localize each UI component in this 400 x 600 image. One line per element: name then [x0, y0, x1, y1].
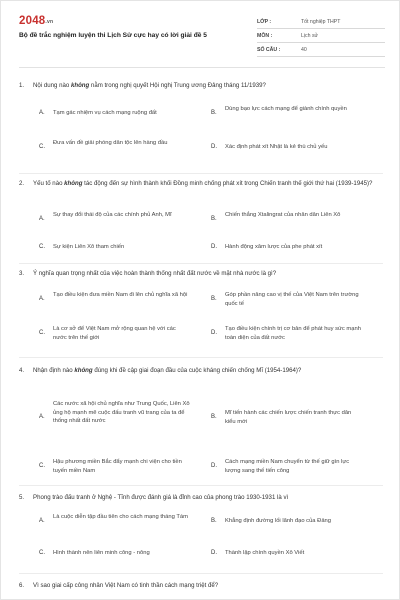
option-text: Hành động xâm lược của phe phát xít: [225, 244, 323, 250]
option-letter: A.: [39, 110, 45, 116]
question-6: [19, 581, 383, 590]
site-logo[interactable]: [19, 15, 53, 27]
question-text: [19, 366, 383, 375]
option-letter: C.: [39, 330, 45, 336]
question-text: [19, 581, 383, 590]
option-letter: A.: [39, 414, 45, 420]
meta-value: Tốt nghiệp THPT: [301, 19, 341, 25]
question-text-part: Vì sao giai cấp công nhân Việt Nam có tinh thần cách mạng triệt để?: [33, 582, 219, 589]
meta-value: 40: [301, 47, 307, 53]
question-number: 3.: [19, 270, 25, 277]
option-text: Cách mạng miền Nam chuyển từ thế giữ gìn lực lượng sang thế tiến công: [225, 459, 350, 474]
option-text: Đưa vấn đề giải phóng dân tộc lên hàng đầu: [53, 140, 168, 146]
option-text: Tạo điều kiện chính trị cơ bản để phát huy sức mạnh toàn diện của đất nước: [225, 326, 361, 341]
option-letter: C.: [39, 244, 45, 250]
meta-row-subject: [257, 29, 385, 43]
option-text: Hậu phương miền Bắc đẩy mạnh chi viện cho tiền tuyến miền Nam: [53, 459, 182, 474]
option-text: Sự thay đổi thái độ của các chính phủ Anh, Mĩ: [53, 212, 172, 218]
meta-value: Lịch sử: [301, 33, 319, 39]
option-text: Xác định phát xít Nhật là kẻ thù chủ yếu: [225, 144, 328, 150]
question-text-part: Phong trào đấu tranh ở Nghệ - Tĩnh được đánh giá là đỉnh cao của phong trào 1930-1931 là vì: [33, 494, 289, 501]
question-text-part: nằm trong nghị quyết Hội nghị Trung ương Đảng tháng 11/1939?: [89, 82, 266, 89]
option-text: Các nước xã hội chủ nghĩa như Trung Quốc, Liên Xô ủng hộ mạnh mẽ cuộc đấu tranh vũ trang của ta để thống nhất đất nước: [53, 401, 190, 425]
logo-text: 2048: [19, 15, 46, 27]
question-divider: [19, 357, 383, 358]
question-text: [19, 493, 383, 502]
option-letter: A.: [39, 296, 45, 302]
document-header: [19, 15, 385, 61]
option-letter: C.: [39, 463, 45, 469]
option-letter: D.: [211, 144, 217, 150]
option-text: Tạm gác nhiệm vụ cách mạng ruộng đất: [53, 110, 157, 116]
option-letter: D.: [211, 244, 217, 250]
option-text: Thành lập chính quyền Xô Viết: [225, 550, 305, 556]
question-emphasis: không: [64, 180, 83, 187]
question-emphasis: không: [74, 367, 93, 374]
option-letter: D.: [211, 330, 217, 336]
question-text: [19, 81, 383, 90]
option-letter: B.: [211, 518, 217, 524]
question-emphasis: không: [70, 82, 90, 89]
question-5: [19, 493, 383, 556]
meta-key: LỚP :: [257, 19, 272, 25]
option-text: Khẳng định đường lối lãnh đạo của Đảng: [225, 518, 331, 524]
option-text: Là cơ sở để Việt Nam mở rộng quan hệ với các nước trên thế giới: [53, 326, 176, 341]
option-text: Góp phần nâng cao vị thế của Việt Nam trên trường quốc tế: [225, 292, 359, 307]
question-4: [19, 366, 383, 474]
question-text-part: Yếu tố nào: [33, 180, 65, 187]
option-text: Mĩ tiến hành các chiến lược chiến tranh thực dân kiểu mới: [225, 410, 352, 425]
document-title: Bộ đề trắc nghiệm luyện thi Lịch Sử cực hay có lời giải đề 5: [19, 32, 207, 39]
option-letter: A.: [39, 216, 45, 222]
header-divider: [19, 67, 385, 68]
question-divider: [19, 263, 383, 264]
question-text: [19, 179, 383, 188]
question-3: [19, 269, 383, 341]
question-divider: [19, 573, 383, 574]
option-letter: C.: [39, 144, 45, 150]
question-number: 1.: [19, 82, 25, 89]
meta-key: SỐ CÂU :: [257, 47, 281, 53]
option-letter: D.: [211, 463, 217, 469]
option-letter: B.: [211, 296, 217, 302]
option-letter: B.: [211, 110, 217, 116]
option-letter: B.: [211, 414, 217, 420]
question-number: 2.: [19, 180, 25, 187]
question-text-part: Nội dung nào: [33, 82, 71, 89]
question-text-part: tác động đến sự hình thành khối Đồng minh chống phát xít trong Chiến tranh thế giới thứ hai (1939-1945)?: [82, 180, 373, 187]
question-2: [19, 179, 383, 250]
meta-row-count: [257, 43, 385, 57]
question-number: 6.: [19, 582, 25, 589]
meta-row-class: [257, 15, 385, 29]
option-letter: D.: [211, 550, 217, 556]
option-text: Sự kiện Liên Xô tham chiến: [53, 244, 125, 250]
option-letter: B.: [211, 216, 217, 222]
question-number: 4.: [19, 367, 25, 374]
option-letter: C.: [39, 550, 45, 556]
option-letter: A.: [39, 518, 45, 524]
question-text-part: Ý nghĩa quan trọng nhất của việc hoàn thành thống nhất đất nước về mặt nhà nước là gì?: [33, 270, 277, 277]
question-text: [19, 269, 383, 278]
question-number: 5.: [19, 494, 25, 501]
option-text: Chiến thắng Xtalingrat của nhân dân Liên Xô: [225, 212, 341, 218]
question-text-part: Nhận định nào: [33, 367, 75, 374]
meta-key: MÔN :: [257, 33, 273, 39]
question-1: [19, 81, 383, 150]
document-meta: [257, 15, 385, 57]
option-text: Hình thành nên liên minh công - nông: [53, 550, 150, 556]
question-divider: [19, 485, 383, 486]
option-text: Dùng bạo lực cách mạng để giành chính quyền: [225, 106, 347, 112]
option-text: Là cuộc diễn tập đầu tiên cho cách mạng tháng Tám: [53, 514, 188, 520]
question-text-part: đúng khi đề cập giai đoạn đầu của cuộc kháng chiến chống Mĩ (1954-1964)?: [92, 367, 302, 374]
logo-tld: .vn: [45, 19, 54, 25]
question-divider: [19, 173, 383, 174]
option-text: Tạo điều kiện đưa miền Nam đi lên chủ nghĩa xã hội: [53, 292, 188, 298]
